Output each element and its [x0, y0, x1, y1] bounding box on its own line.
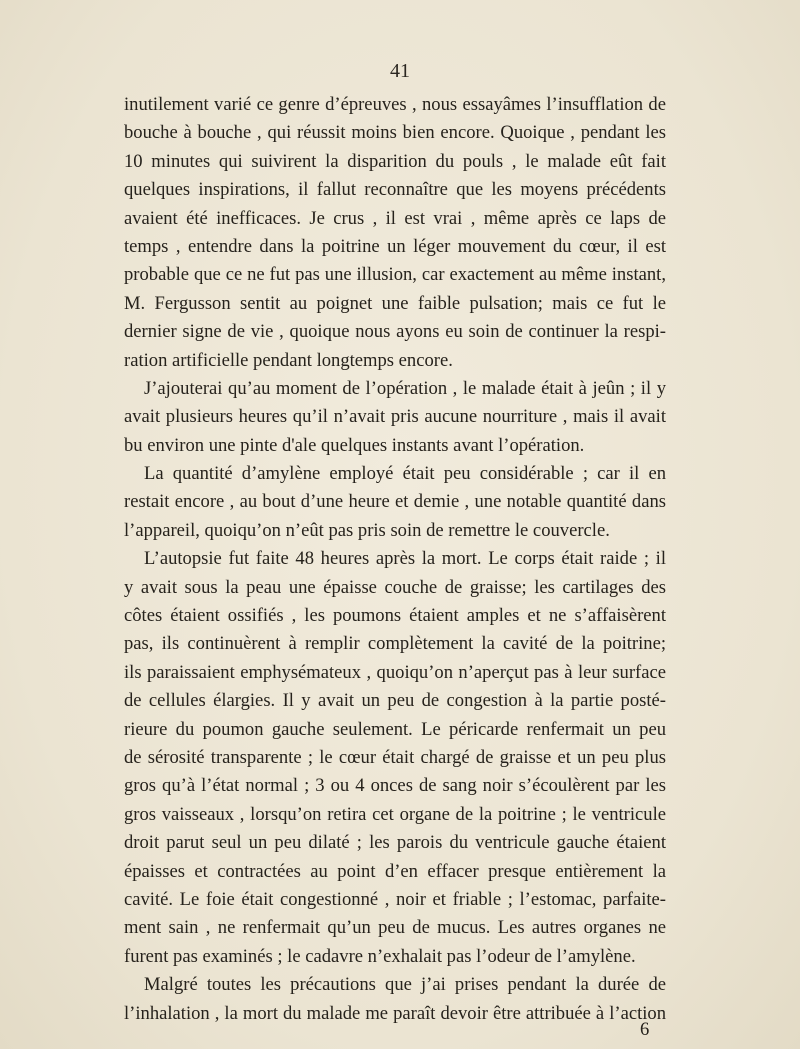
- text-line: droit parut seul un peu dilaté ; les parois du ventricule gauche étaient: [124, 832, 666, 854]
- text-line: quelques inspirations, il fallut reconnaître que les moyens précédents: [124, 179, 666, 201]
- text-line: 10 minutes qui suivirent la disparition du pouls , le malade eût fait: [124, 150, 666, 172]
- text-line: l’inhalation , la mort du malade me paraît devoir être attribuée à l’action: [124, 1002, 666, 1024]
- text-line: dernier signe de vie , quoique nous ayons eu soin de continuer la respi-: [124, 321, 666, 343]
- text-line: de cellules élargies. Il y avait un peu de congestion à la partie posté-: [124, 690, 666, 712]
- text-line: ment sain , ne renfermait qu’un peu de mucus. Les autres organes ne: [124, 917, 666, 939]
- text-line: furent pas examinés ; le cadavre n’exhalait pas l’odeur de l’amylène.: [124, 945, 636, 967]
- text-line: restait encore , au bout d’une heure et demie , une notable quantité dans: [124, 491, 666, 513]
- body-text: [124, 91, 666, 1028]
- page-number: 41: [390, 60, 410, 82]
- text-line: côtes étaient ossifiés , les poumons étaient amples et ne s’affaisèrent: [124, 605, 666, 627]
- text-line: ils paraissaient emphysémateux , quoiqu’on n’aperçut pas à leur surface: [124, 661, 666, 683]
- text-line: épaisses et contractées au point d’en effacer presque entièrement la: [124, 860, 666, 882]
- text-line: Malgré toutes les précautions que j’ai prises pendant la durée de: [144, 974, 666, 996]
- text-line: gros qu’à l’état normal ; 3 ou 4 onces de sang noir s’écoulèrent par les: [124, 775, 666, 797]
- text-line: rieure du poumon gauche seulement. Le péricarde renfermait un peu: [124, 718, 666, 740]
- signature-mark: 6: [640, 1019, 650, 1040]
- text-line: inutilement varié ce genre d’épreuves , nous essayâmes l’insufflation de: [124, 94, 666, 115]
- text-line: probable que ce ne fut pas une illusion, car exactement au même instant,: [124, 264, 666, 286]
- text-line: La quantité d’amylène employé était peu considérable ; car il en: [144, 463, 666, 485]
- text-line: ration artificielle pendant longtemps encore.: [124, 349, 453, 371]
- text-line: l’appareil, quoiqu’on n’eût pas pris soin de remettre le couvercle.: [124, 519, 610, 541]
- text-line: gros vaisseaux , lorsqu’on retira cet organe de la poitrine ; le ventricule: [124, 803, 666, 825]
- text-line: avait plusieurs heures qu’il n’avait pris aucune nourriture , mais il avait: [124, 406, 666, 428]
- text-line: L’autopsie fut faite 48 heures après la mort. Le corps était raide ; il: [144, 548, 666, 570]
- text-line: bouche à bouche , qui réussit moins bien encore. Quoique , pendant les: [124, 122, 666, 144]
- text-line: bu environ une pinte d'ale quelques instants avant l’opération.: [124, 434, 585, 456]
- text-line: temps , entendre dans la poitrine un léger mouvement du cœur, il est: [124, 235, 666, 257]
- text-line: de sérosité transparente ; le cœur était chargé de graisse et un peu plus: [124, 746, 666, 768]
- text-line: pas, ils continuèrent à remplir complètement la cavité de la poitrine;: [124, 633, 666, 655]
- text-line: avaient été inefficaces. Je crus , il est vrai , même après ce laps de: [124, 207, 666, 229]
- text-line: M. Fergusson sentit au poignet une faible pulsation; mais ce fut le: [124, 292, 666, 314]
- text-line: J’ajouterai qu’au moment de l’opération , le malade était à jeûn ; il y: [144, 377, 666, 399]
- text-line: y avait sous la peau une épaisse couche de graisse; les cartilages des: [124, 576, 666, 598]
- text-line: cavité. Le foie était congestionné , noir et friable ; l’estomac, parfaite-: [124, 888, 666, 910]
